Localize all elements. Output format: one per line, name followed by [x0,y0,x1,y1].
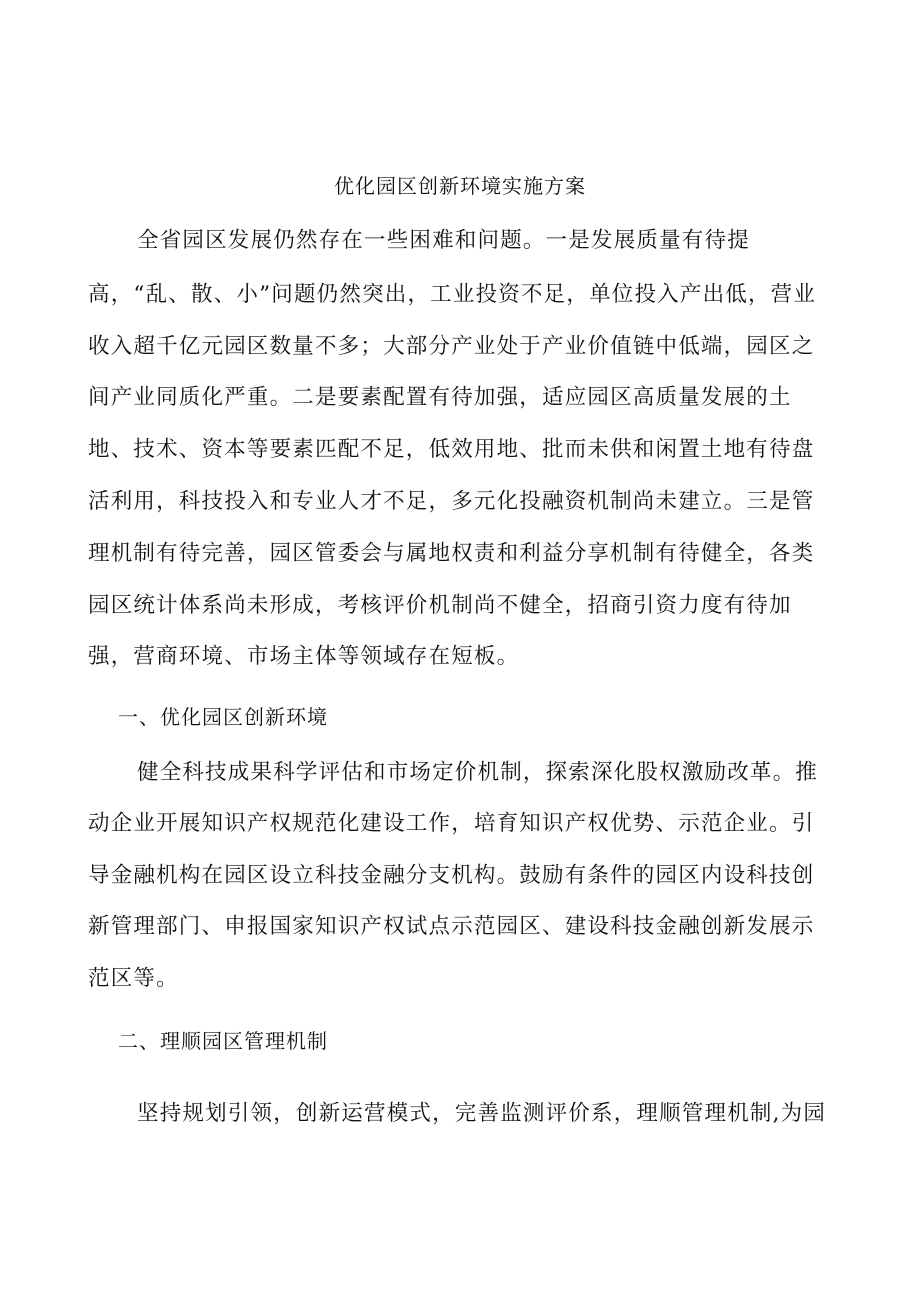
section2-line: 坚持规划引领，创新运营模式，完善监测评价系，理顺管理机制,为园 [137,1101,827,1126]
section-heading-innovation: 一、优化园区创新环境 [118,705,328,729]
section1-line: 导金融机构在园区设立科技金融分支机构。鼓励有条件的园区内设科技创 [88,863,815,888]
section1-line: 健全科技成果科学评估和市场定价机制，探索深化股权激励改革。推 [137,760,819,785]
intro-line: 全省园区发展仍然存在一些困难和问题。一是发展质量有待提 [137,228,750,253]
intro-line: 间产业同质化严重。二是要素配置有待加强，适应园区高质量发展的土 [88,385,792,410]
intro-line: 强，营商环境、市场主体等领域存在短板。 [88,644,520,669]
section1-line: 动企业开展知识产权规范化建设工作，培育知识产权优势、示范企业。引 [88,811,815,836]
intro-line: 园区统计体系尚未形成，考核评价机制尚不健全，招商引资力度有待加 [88,593,792,618]
document-title: 优化园区创新环境实施方案 [334,174,586,198]
intro-line: 地、技术、资本等要素匹配不足，低效用地、批而未供和闲置土地有待盘 [88,437,815,462]
section-heading-management: 二、理顺园区管理机制 [118,1029,328,1053]
intro-line: 高，“乱、散、小”问题仍然突出，工业投资不足，单位投入产出低，营业 [88,282,817,307]
intro-line: 活利用，科技投入和专业人才不足，多元化投融资机制尚未建立。三是管 [88,489,815,514]
section1-line: 范区等。 [88,966,179,991]
section1-line: 新管理部门、申报国家知识产权试点示范园区、建设科技金融创新发展示 [88,914,815,939]
intro-line: 理机制有待完善，园区管委会与属地权责和利益分享机制有待健全，各类 [88,541,815,566]
intro-line: 收入超千亿元园区数量不多；大部分产业处于产业价值链中低端，园区之 [88,334,815,359]
